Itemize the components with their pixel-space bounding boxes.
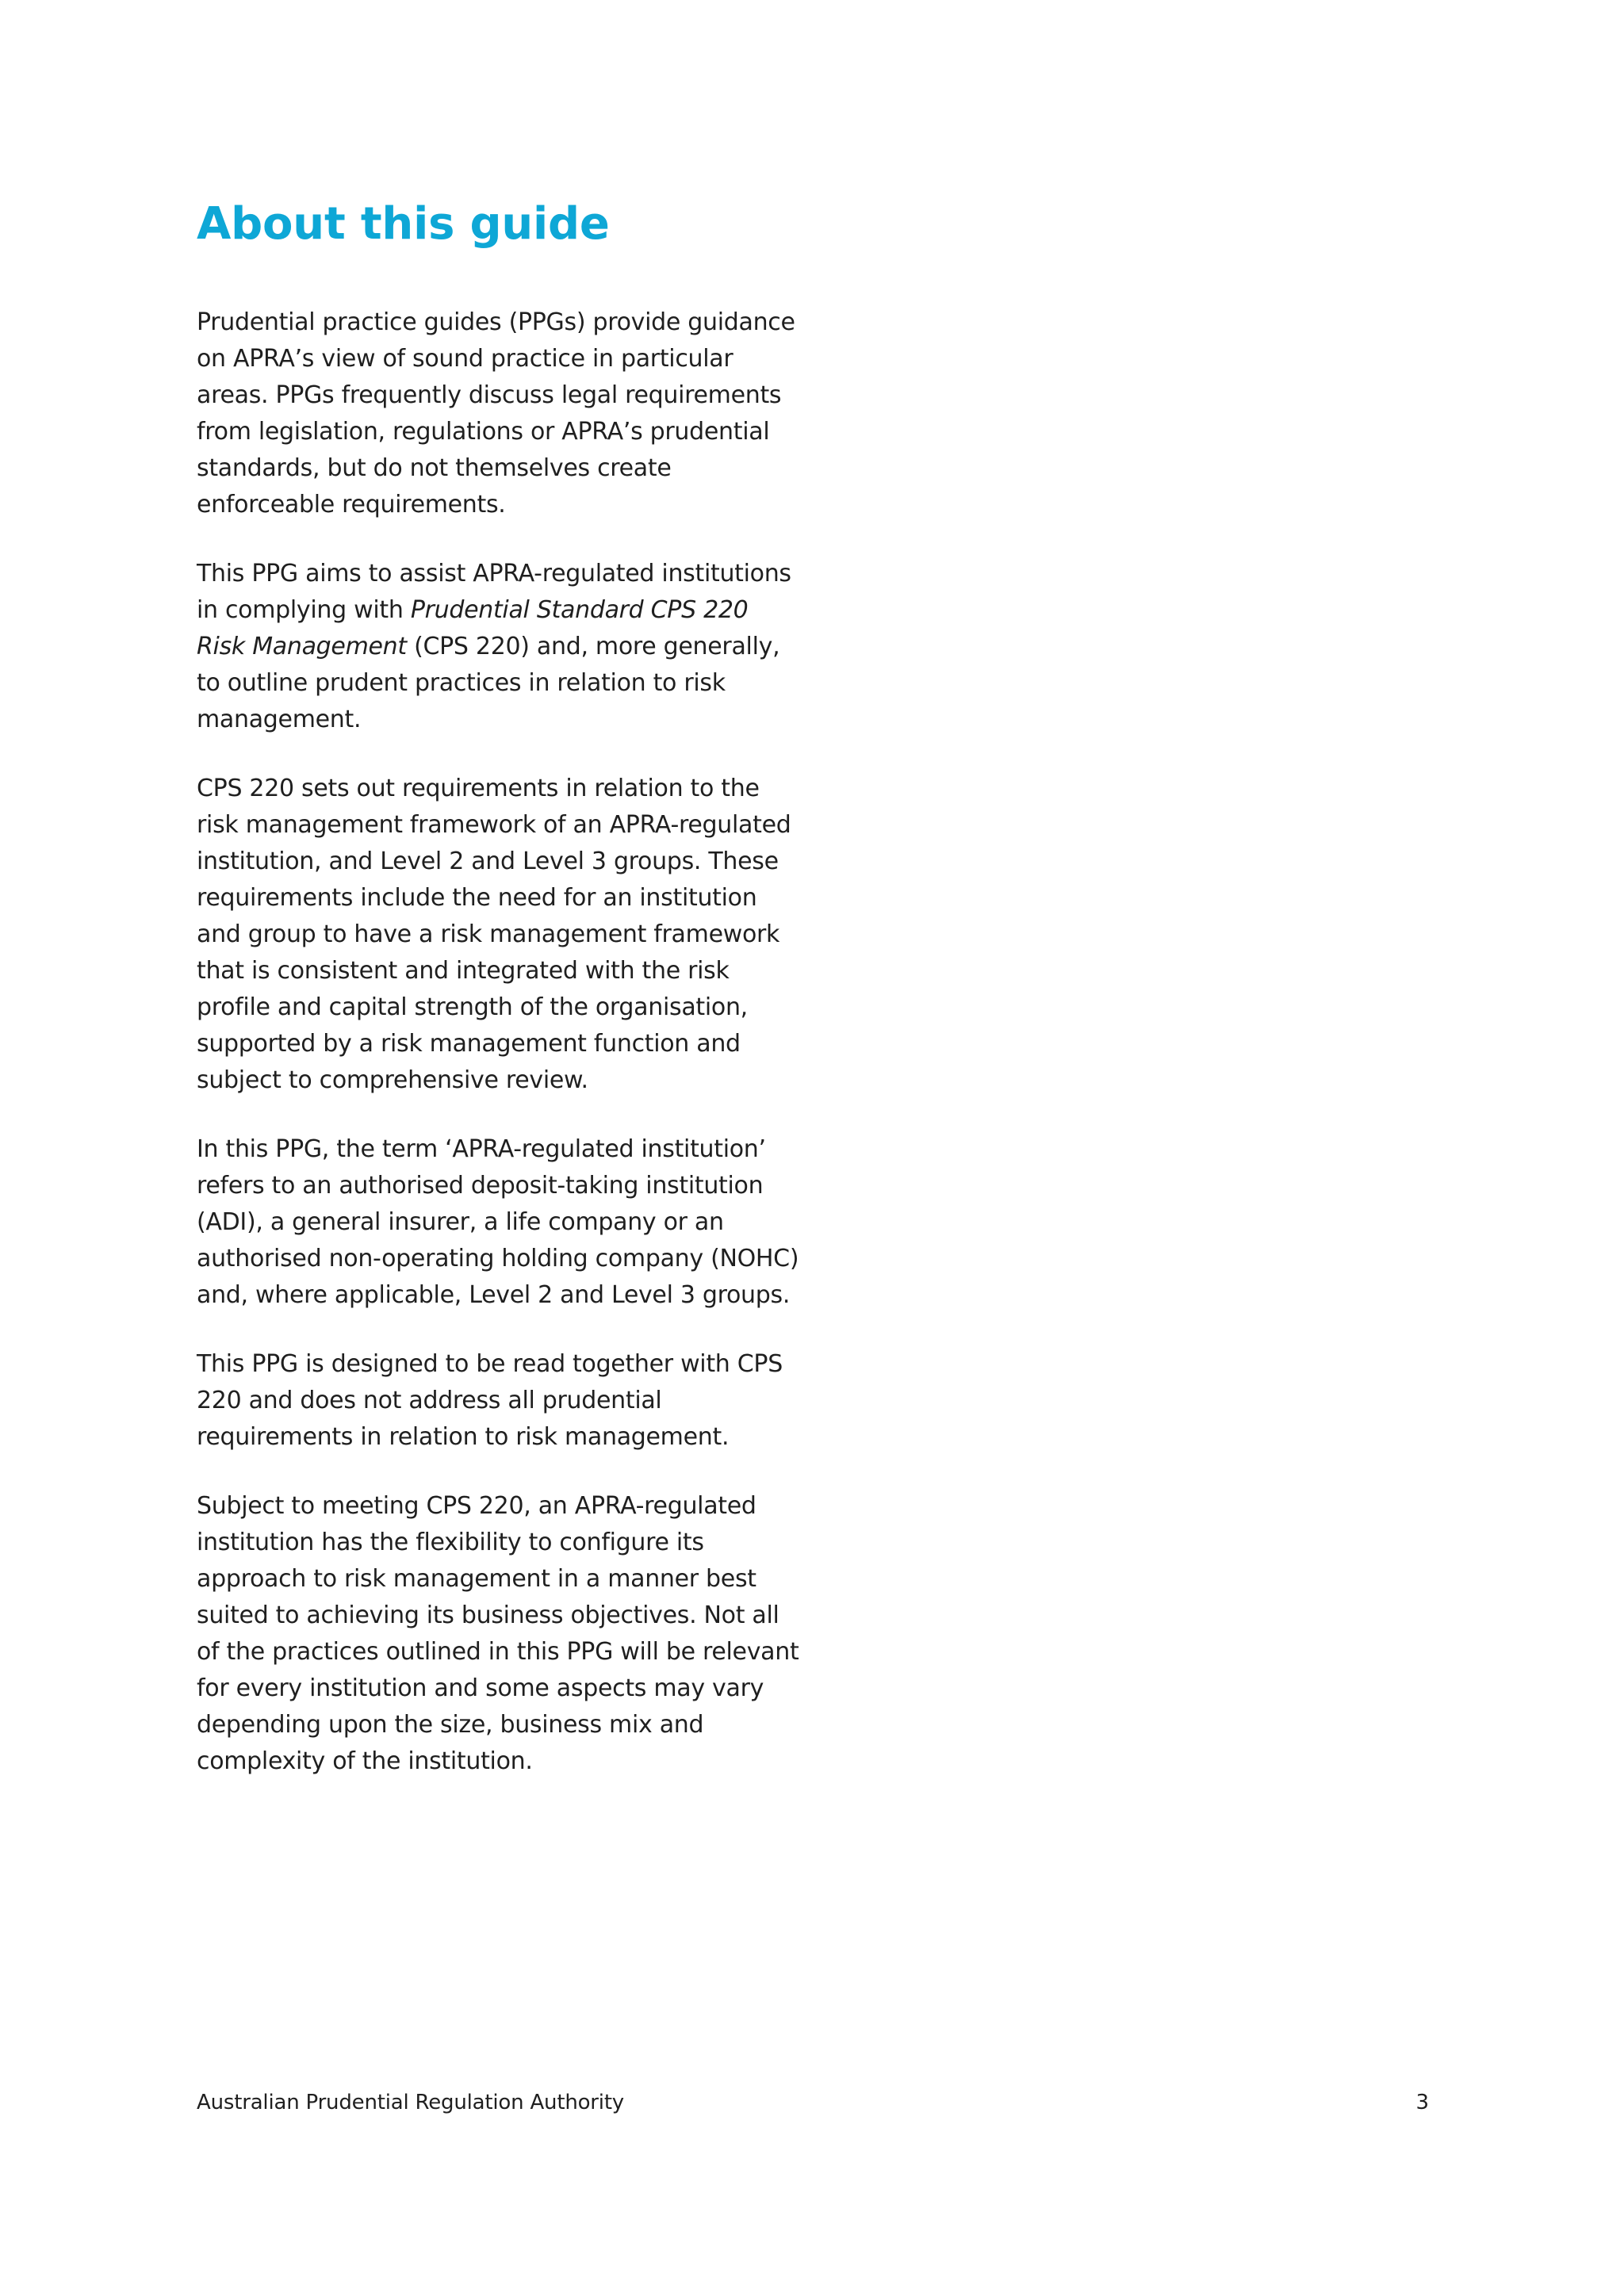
page-number: 3: [1415, 2091, 1429, 2114]
paragraph-ppg-aim: [197, 556, 799, 738]
paragraph-text: (CPS 220) and, more generally, to outline prudent practices in relation to risk management.: [197, 633, 780, 733]
paragraph-text: This PPG aims to assist APRA-regulated institutions in complying with: [197, 560, 791, 624]
footer-organisation: Australian Prudential Regulation Authority: [197, 2091, 624, 2114]
paragraph-ppg-overview: Prudential practice guides (PPGs) provide guidance on APRA’s view of sound practice in particular areas. PPGs frequently discuss legal requirements from legislation, regulations or APRA’s prudential standards, but do not themselves create enforceable requirements.: [197, 308, 795, 519]
paragraph-term-definition: In this PPG, the term ‘APRA-regulated institution’ refers to an authorised deposit-taking institution (ADI), a general insurer, a life company or an authorised non-operating holding company (NOHC) and, where applicable, Level 2 and Level 3 groups.: [197, 1135, 799, 1309]
paragraph-read-together: This PPG is designed to be read together with CPS 220 and does not address all prudential requirements in relation to risk management.: [197, 1350, 783, 1451]
standard-title: Prudential Standard CPS 220 Risk Management: [197, 596, 749, 660]
paragraph-cps220-requirements: CPS 220 sets out requirements in relation to the risk management framework of an APRA-regulated institution, and Level 2 and Level 3 groups. These requirements include the need for an institution and group to have a risk management framework that is consistent and integrated with the risk profile and capital strength of the organisation, supported by a risk management function and subject to comprehensive review.: [197, 775, 791, 1094]
page-title: About this guide: [197, 198, 610, 250]
body-text-column: [197, 304, 799, 1812]
paragraph-flexibility: Subject to meeting CPS 220, an APRA-regulated institution has the flexibility to configure its approach to risk management in a manner best suited to achieving its business objectives. Not all of the practices outlined in this PPG will be relevant for every institution and some aspects may vary depending upon the size, business mix and complexity of the institution.: [197, 1492, 799, 1775]
